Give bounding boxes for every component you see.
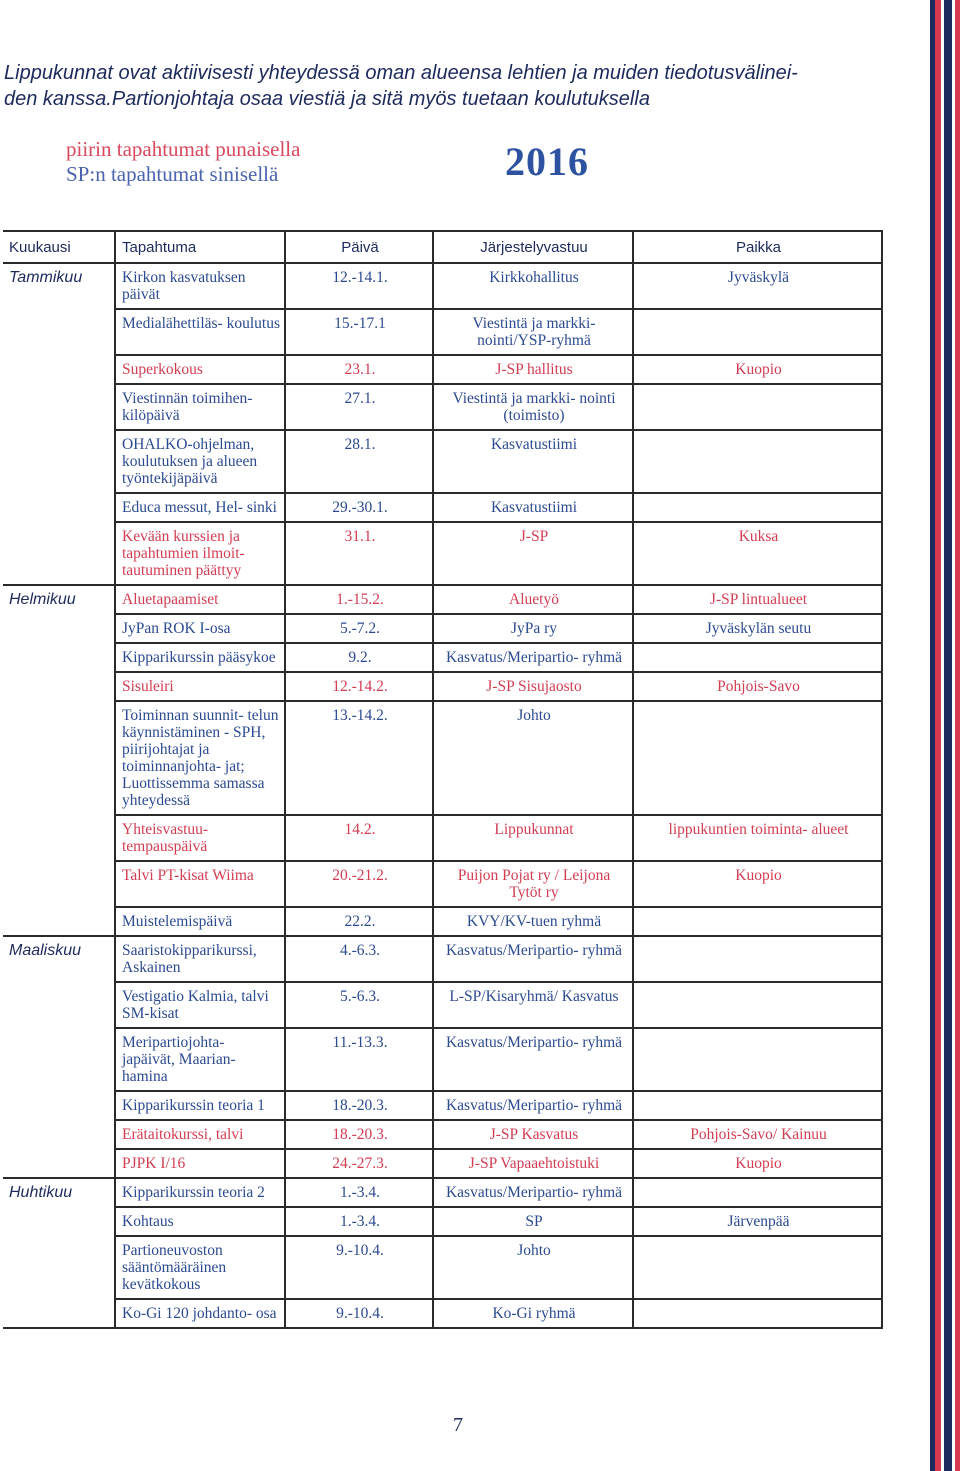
table-row xyxy=(3,309,882,355)
organizer-cell: SP xyxy=(433,1207,633,1236)
color-legend xyxy=(66,137,300,187)
event-cell: Sisuleiri xyxy=(115,672,285,701)
organizer-cell: Lippukunnat xyxy=(433,815,633,861)
organizer-cell: KVY/KV-tuen ryhmä xyxy=(433,907,633,936)
month-cell xyxy=(3,309,115,355)
organizer-cell: Kasvatustiimi xyxy=(433,493,633,522)
year-title: 2016 xyxy=(505,139,589,184)
table-row xyxy=(3,907,882,936)
organizer-cell: JyPa ry xyxy=(433,614,633,643)
date-cell: 1.-3.4. xyxy=(285,1178,433,1207)
month-cell: Helmikuu xyxy=(3,585,115,614)
place-cell: J-SP lintualueet xyxy=(633,585,882,614)
date-cell: 20.-21.2. xyxy=(285,861,433,907)
event-cell: Kevään kurssien ja tapahtumien ilmoit- tautuminen päättyy xyxy=(115,522,285,585)
header-date: Päivä xyxy=(285,231,433,263)
place-cell: Jyväskylän seutu xyxy=(633,614,882,643)
month-cell: Maaliskuu xyxy=(3,936,115,982)
events-table xyxy=(3,230,883,1329)
month-cell xyxy=(3,1299,115,1328)
event-cell: Kipparikurssin teoria 2 xyxy=(115,1178,285,1207)
event-cell: Viestinnän toimihen- kilöpäivä xyxy=(115,384,285,430)
place-cell xyxy=(633,1236,882,1299)
event-cell: Erätaitokurssi, talvi xyxy=(115,1120,285,1149)
legend-red: piirin tapahtumat punaisella xyxy=(66,137,301,161)
place-cell xyxy=(633,493,882,522)
event-cell: Muistelemispäivä xyxy=(115,907,285,936)
place-cell: Kuopio xyxy=(633,355,882,384)
month-cell xyxy=(3,907,115,936)
table-row xyxy=(3,1028,882,1091)
event-cell: Toiminnan suunnit- telun käynnistäminen - SPH, piirijohtajat ja toiminnanjohta- jat; Luottissemma samassa yhteydessä xyxy=(115,701,285,815)
month-cell xyxy=(3,355,115,384)
table-row xyxy=(3,1149,882,1178)
date-cell: 5.-7.2. xyxy=(285,614,433,643)
event-cell: Yhteisvastuu- tempauspäivä xyxy=(115,815,285,861)
organizer-cell: Kirkkohallitus xyxy=(433,263,633,309)
date-cell: 27.1. xyxy=(285,384,433,430)
header-place: Paikka xyxy=(633,231,882,263)
organizer-cell: Kasvatustiimi xyxy=(433,430,633,493)
organizer-cell: L-SP/Kisaryhmä/ Kasvatus xyxy=(433,982,633,1028)
table-row xyxy=(3,982,882,1028)
organizer-cell: Kasvatus/Meripartio- ryhmä xyxy=(433,643,633,672)
table-row xyxy=(3,1236,882,1299)
month-cell xyxy=(3,1236,115,1299)
table-row xyxy=(3,861,882,907)
place-cell xyxy=(633,1299,882,1328)
table-row xyxy=(3,1207,882,1236)
event-cell: Talvi PT-kisat Wiima xyxy=(115,861,285,907)
place-cell: Kuopio xyxy=(633,861,882,907)
date-cell: 31.1. xyxy=(285,522,433,585)
organizer-cell: Johto xyxy=(433,1236,633,1299)
date-cell: 4.-6.3. xyxy=(285,936,433,982)
date-cell: 13.-14.2. xyxy=(285,701,433,815)
header-organizer: Järjestelyvastuu xyxy=(433,231,633,263)
date-cell: 14.2. xyxy=(285,815,433,861)
organizer-cell: Viestintä ja markki- nointi (toimisto) xyxy=(433,384,633,430)
organizer-cell: Viestintä ja markki- nointi/YSP-ryhmä xyxy=(433,309,633,355)
month-cell xyxy=(3,1028,115,1091)
organizer-cell: J-SP xyxy=(433,522,633,585)
event-cell: Educa messut, Hel- sinki xyxy=(115,493,285,522)
organizer-cell: Ko-Gi ryhmä xyxy=(433,1299,633,1328)
organizer-cell: Aluetyö xyxy=(433,585,633,614)
event-cell: Medialähettiläs- koulutus xyxy=(115,309,285,355)
organizer-cell: Johto xyxy=(433,701,633,815)
event-cell: Kirkon kasvatuksen päivät xyxy=(115,263,285,309)
place-cell xyxy=(633,907,882,936)
place-cell: Pohjois-Savo xyxy=(633,672,882,701)
intro-line-2: den kanssa.Partionjohtaja osaa viestiä ja sitä myös tuetaan koulutuksella xyxy=(4,88,650,110)
month-cell xyxy=(3,1091,115,1120)
table-row xyxy=(3,263,882,309)
date-cell: 28.1. xyxy=(285,430,433,493)
table-row xyxy=(3,815,882,861)
table-row xyxy=(3,1178,882,1207)
place-cell xyxy=(633,384,882,430)
date-cell: 23.1. xyxy=(285,355,433,384)
month-cell xyxy=(3,861,115,907)
table-row xyxy=(3,1299,882,1328)
place-cell xyxy=(633,982,882,1028)
month-cell xyxy=(3,982,115,1028)
header-event: Tapahtuma xyxy=(115,231,285,263)
date-cell: 9.-10.4. xyxy=(285,1236,433,1299)
organizer-cell: Kasvatus/Meripartio- ryhmä xyxy=(433,1028,633,1091)
event-cell: Kipparikurssin teoria 1 xyxy=(115,1091,285,1120)
table-row xyxy=(3,1091,882,1120)
month-cell xyxy=(3,384,115,430)
place-cell xyxy=(633,1178,882,1207)
date-cell: 12.-14.1. xyxy=(285,263,433,309)
header-month: Kuukausi xyxy=(3,231,115,263)
event-cell: PJPK I/16 xyxy=(115,1149,285,1178)
organizer-cell: Puijon Pojat ry / Leijona Tytöt ry xyxy=(433,861,633,907)
date-cell: 9.-10.4. xyxy=(285,1299,433,1328)
month-cell xyxy=(3,672,115,701)
month-cell xyxy=(3,643,115,672)
organizer-cell: J-SP Sisujaosto xyxy=(433,672,633,701)
date-cell: 18.-20.3. xyxy=(285,1091,433,1120)
intro-text xyxy=(4,60,904,112)
place-cell: Pohjois-Savo/ Kainuu xyxy=(633,1120,882,1149)
place-cell xyxy=(633,643,882,672)
organizer-cell: Kasvatus/Meripartio- ryhmä xyxy=(433,936,633,982)
organizer-cell: J-SP Vapaaehtoistuki xyxy=(433,1149,633,1178)
place-cell: Kuopio xyxy=(633,1149,882,1178)
month-cell: Huhtikuu xyxy=(3,1178,115,1207)
date-cell: 29.-30.1. xyxy=(285,493,433,522)
date-cell: 12.-14.2. xyxy=(285,672,433,701)
event-cell: Vestigatio Kalmia, talvi SM-kisat xyxy=(115,982,285,1028)
table-row xyxy=(3,522,882,585)
table-row xyxy=(3,936,882,982)
table-header-row xyxy=(3,231,882,263)
table-row xyxy=(3,430,882,493)
month-cell xyxy=(3,430,115,493)
table-row xyxy=(3,493,882,522)
table-row xyxy=(3,1120,882,1149)
date-cell: 1.-15.2. xyxy=(285,585,433,614)
event-cell: Kohtaus xyxy=(115,1207,285,1236)
month-cell xyxy=(3,1207,115,1236)
table-row xyxy=(3,384,882,430)
event-cell: OHALKO-ohjelman, koulutuksen ja alueen työntekijäpäivä xyxy=(115,430,285,493)
month-cell xyxy=(3,493,115,522)
table-row xyxy=(3,643,882,672)
date-cell: 1.-3.4. xyxy=(285,1207,433,1236)
month-cell xyxy=(3,522,115,585)
organizer-cell: Kasvatus/Meripartio- ryhmä xyxy=(433,1178,633,1207)
organizer-cell: J-SP Kasvatus xyxy=(433,1120,633,1149)
event-cell: Partioneuvoston sääntömääräinen kevätkokous xyxy=(115,1236,285,1299)
date-cell: 24.-27.3. xyxy=(285,1149,433,1178)
intro-line-1: Lippukunnat ovat aktiivisesti yhteydessä oman alueensa lehtien ja muiden tiedotusvälinei- xyxy=(4,62,798,84)
event-cell: Superkokous xyxy=(115,355,285,384)
organizer-cell: J-SP hallitus xyxy=(433,355,633,384)
place-cell xyxy=(633,1028,882,1091)
organizer-cell: Kasvatus/Meripartio- ryhmä xyxy=(433,1091,633,1120)
decorative-side-stripes xyxy=(930,0,960,1471)
place-cell xyxy=(633,430,882,493)
month-cell xyxy=(3,815,115,861)
event-cell: Meripartiojohta- japäivät, Maarian- hamina xyxy=(115,1028,285,1091)
event-cell: Saaristokipparikurssi, Askainen xyxy=(115,936,285,982)
event-cell: Ko-Gi 120 johdanto- osa xyxy=(115,1299,285,1328)
place-cell xyxy=(633,701,882,815)
month-cell xyxy=(3,614,115,643)
date-cell: 5.-6.3. xyxy=(285,982,433,1028)
place-cell: Järvenpää xyxy=(633,1207,882,1236)
date-cell: 11.-13.3. xyxy=(285,1028,433,1091)
table-row xyxy=(3,585,882,614)
place-cell: Jyväskylä xyxy=(633,263,882,309)
month-cell: Tammikuu xyxy=(3,263,115,309)
event-cell: Aluetapaamiset xyxy=(115,585,285,614)
date-cell: 22.2. xyxy=(285,907,433,936)
place-cell xyxy=(633,936,882,982)
table-row xyxy=(3,355,882,384)
date-cell: 9.2. xyxy=(285,643,433,672)
event-cell: Kipparikurssin pääsykoe xyxy=(115,643,285,672)
place-cell xyxy=(633,1091,882,1120)
event-cell: JyPan ROK I-osa xyxy=(115,614,285,643)
date-cell: 15.-17.1 xyxy=(285,309,433,355)
table-row xyxy=(3,672,882,701)
legend-blue: SP:n tapahtumat sinisellä xyxy=(66,162,279,186)
table-row xyxy=(3,701,882,815)
table-row xyxy=(3,614,882,643)
date-cell: 18.-20.3. xyxy=(285,1120,433,1149)
page-number: 7 xyxy=(453,1414,463,1436)
month-cell xyxy=(3,1149,115,1178)
place-cell: lippukuntien toiminta- alueet xyxy=(633,815,882,861)
place-cell: Kuksa xyxy=(633,522,882,585)
month-cell xyxy=(3,1120,115,1149)
month-cell xyxy=(3,701,115,815)
place-cell xyxy=(633,309,882,355)
